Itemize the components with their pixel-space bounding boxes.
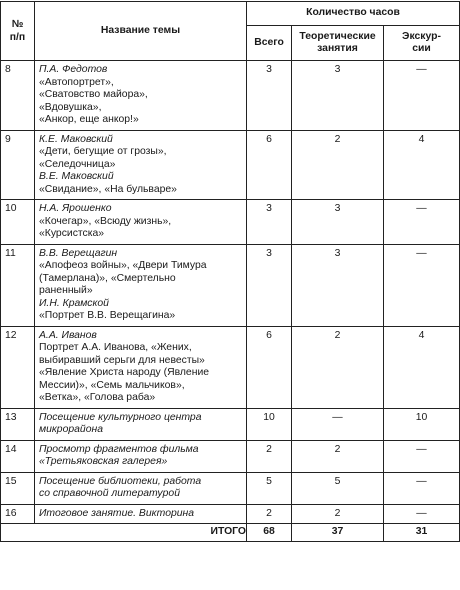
- row-total-hours: 2: [247, 504, 292, 524]
- row-excursion-hours: —: [384, 472, 460, 504]
- table-row: [1, 130, 460, 200]
- row-topic: [35, 244, 247, 326]
- row-theory-hours: —: [292, 408, 384, 440]
- header-num: [1, 2, 35, 61]
- topic-line: А.А. Иванов: [39, 329, 97, 341]
- row-total-hours: 3: [247, 200, 292, 245]
- row-topic: [35, 326, 247, 408]
- row-theory-hours: 2: [292, 504, 384, 524]
- row-excursion-hours: 10: [384, 408, 460, 440]
- header-theory-line1: Теоретические: [299, 30, 376, 42]
- topic-line: «Вдовушка»,: [39, 101, 102, 113]
- header-excursions-line1: Экскур-: [402, 30, 441, 42]
- header-num-line1: №: [11, 19, 24, 30]
- topic-line: «Дети, бегущие от грозы»,: [39, 146, 167, 157]
- header-hours: Количество часов: [247, 2, 460, 26]
- row-excursion-hours: —: [384, 244, 460, 326]
- table-row: [1, 326, 460, 408]
- topic-line: (Тамерлана)», «Смертельно: [39, 272, 176, 284]
- topic-line: «Анкор, еще анкор!»: [39, 114, 139, 125]
- topic-line: «Сватовство майора»,: [39, 89, 148, 100]
- header-topic: Название темы: [35, 2, 247, 61]
- table-row: [1, 200, 460, 245]
- header-theory-line2: занятия: [317, 43, 358, 54]
- row-topic: [35, 408, 247, 440]
- row-theory-hours: 3: [292, 61, 384, 131]
- topic-line: П.А. Федотов: [39, 64, 108, 75]
- topic-line: Итоговое занятие. Викторина: [39, 507, 195, 519]
- row-total-hours: 3: [247, 61, 292, 131]
- row-number: 15: [1, 472, 35, 504]
- topic-line: раненный»: [39, 285, 93, 296]
- row-topic: [35, 472, 247, 504]
- table-body: [1, 61, 460, 524]
- row-number: 13: [1, 408, 35, 440]
- table-row: [1, 440, 460, 472]
- row-number: 11: [1, 244, 35, 326]
- header-theory: [292, 26, 384, 61]
- row-topic: [35, 61, 247, 131]
- topic-line: И.Н. Крамской: [39, 297, 109, 309]
- row-total-hours: 5: [247, 472, 292, 504]
- row-theory-hours: 5: [292, 472, 384, 504]
- header-excursions: [384, 26, 460, 61]
- row-number: 16: [1, 504, 35, 524]
- topic-line: «Кочегар», «Всюду жизнь»,: [39, 215, 172, 227]
- header-excursions-line2: сии: [412, 43, 431, 54]
- row-excursion-hours: —: [384, 504, 460, 524]
- total-row: [1, 524, 460, 542]
- table-row: [1, 408, 460, 440]
- row-theory-hours: 2: [292, 326, 384, 408]
- total-theory: 37: [292, 524, 384, 542]
- row-total-hours: 10: [247, 408, 292, 440]
- topic-line: микрорайона: [39, 424, 103, 435]
- topic-line: Просмотр фрагментов фильма: [39, 443, 199, 455]
- topic-line: «Ветка», «Голова раба»: [39, 392, 156, 403]
- header-total: Всего: [247, 26, 292, 61]
- row-excursion-hours: —: [384, 440, 460, 472]
- row-theory-hours: 3: [292, 244, 384, 326]
- row-number: 9: [1, 130, 35, 200]
- total-excursions: 31: [384, 524, 460, 542]
- row-number: 12: [1, 326, 35, 408]
- topic-line: «Свидание», «На бульваре»: [39, 183, 177, 195]
- row-topic: [35, 200, 247, 245]
- thematic-plan-table: [0, 1, 460, 542]
- topic-line: Посещение культурного центра: [39, 411, 202, 423]
- row-excursion-hours: —: [384, 61, 460, 131]
- table-row: [1, 504, 460, 524]
- topic-line: «Селедочница»: [39, 158, 116, 170]
- topic-line: Н.А. Ярошенко: [39, 203, 112, 214]
- topic-line: Портрет А.А. Иванова, «Жених,: [39, 342, 192, 353]
- row-excursion-hours: 4: [384, 130, 460, 200]
- topic-line: Посещение библиотеки, работа: [39, 475, 202, 487]
- row-total-hours: 6: [247, 130, 292, 200]
- total-hours: 68: [247, 524, 292, 542]
- topic-line: К.Е. Маковский: [39, 133, 113, 145]
- topic-line: «Третьяковская галерея»: [39, 456, 168, 467]
- row-theory-hours: 2: [292, 440, 384, 472]
- row-number: 8: [1, 61, 35, 131]
- row-total-hours: 2: [247, 440, 292, 472]
- row-number: 14: [1, 440, 35, 472]
- table-row: [1, 61, 460, 131]
- topic-line: «Автопортрет»,: [39, 76, 114, 88]
- row-topic: [35, 130, 247, 200]
- row-theory-hours: 3: [292, 200, 384, 245]
- topic-line: В.В. Верещагин: [39, 247, 118, 259]
- row-topic: [35, 440, 247, 472]
- row-topic: [35, 504, 247, 524]
- topic-line: «Курсистска»: [39, 228, 105, 239]
- row-theory-hours: 2: [292, 130, 384, 200]
- topic-line: «Портрет В.В. Верещагина»: [39, 310, 176, 321]
- total-label: ИТОГО: [1, 524, 247, 542]
- table-row: [1, 472, 460, 504]
- row-number: 10: [1, 200, 35, 245]
- table-row: [1, 244, 460, 326]
- topic-line: со справочной литературой: [39, 488, 180, 499]
- topic-line: В.Е. Маковский: [39, 171, 114, 182]
- topic-line: «Апофеоз войны», «Двери Тимура: [39, 260, 207, 271]
- row-excursion-hours: —: [384, 200, 460, 245]
- topic-line: «Явление Христа народу (Явление: [39, 367, 210, 378]
- row-excursion-hours: 4: [384, 326, 460, 408]
- topic-line: выбиравший серьги для невесты»: [39, 354, 205, 366]
- topic-line: Мессии)», «Семь мальчиков»,: [39, 379, 185, 391]
- row-total-hours: 6: [247, 326, 292, 408]
- row-total-hours: 3: [247, 244, 292, 326]
- header-num-line2: п/п: [9, 32, 26, 43]
